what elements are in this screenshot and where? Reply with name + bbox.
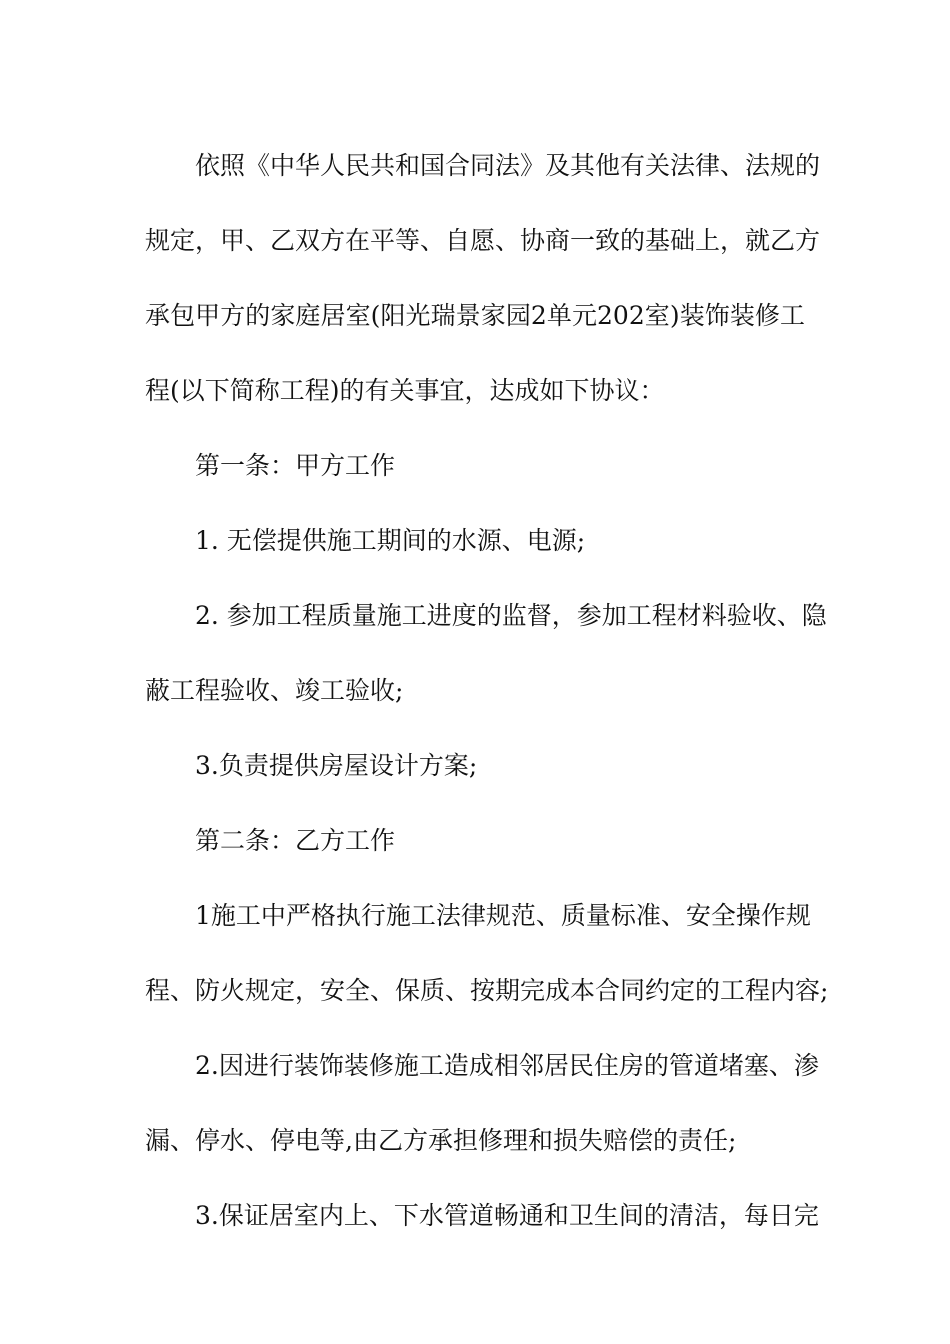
text-line: 3.负责提供房屋设计方案;	[195, 751, 478, 780]
article-heading-1	[145, 428, 805, 503]
clause-1-3	[145, 728, 805, 803]
clause-1-1	[145, 503, 805, 578]
text-line: 程(以下简称工程)的有关事宜，达成如下协议：	[145, 376, 665, 405]
paragraph-preamble	[145, 128, 821, 428]
clause-2-1	[145, 878, 829, 1028]
article-heading-2	[145, 803, 805, 878]
clause-1-2	[145, 578, 827, 728]
text-line: 1. 无偿提供施工期间的水源、电源;	[195, 526, 586, 555]
text-line: 承包甲方的家庭居室(阳光瑞景家园2单元202室)装饰装修工	[145, 301, 805, 330]
text-line: 蔽工程验收、竣工验收;	[145, 676, 404, 705]
text-line: 2. 参加工程质量施工进度的监督，参加工程材料验收、隐	[195, 601, 827, 630]
clause-2-3	[145, 1178, 819, 1253]
clause-2-2	[145, 1028, 819, 1178]
text-line: 2.因进行装饰装修施工造成相邻居民住房的管道堵塞、渗	[195, 1051, 819, 1080]
text-line: 程、防火规定，安全、保质、按期完成本合同约定的工程内容;	[145, 976, 829, 1005]
text-line: 3.保证居室内上、下水管道畅通和卫生间的清洁，每日完	[195, 1201, 819, 1230]
text-line: 第一条：甲方工作	[195, 451, 396, 480]
text-line: 规定，甲、乙双方在平等、自愿、协商一致的基础上，就乙方	[145, 226, 821, 255]
text-line: 漏、停水、停电等,由乙方承担修理和损失赔偿的责任;	[145, 1126, 737, 1155]
text-line: 1施工中严格执行施工法律规范、质量标准、安全操作规	[195, 901, 811, 930]
document-page	[145, 128, 829, 1253]
text-line: 依照《中华人民共和国合同法》及其他有关法律、法规的	[195, 151, 821, 180]
text-line: 第二条：乙方工作	[195, 826, 396, 855]
